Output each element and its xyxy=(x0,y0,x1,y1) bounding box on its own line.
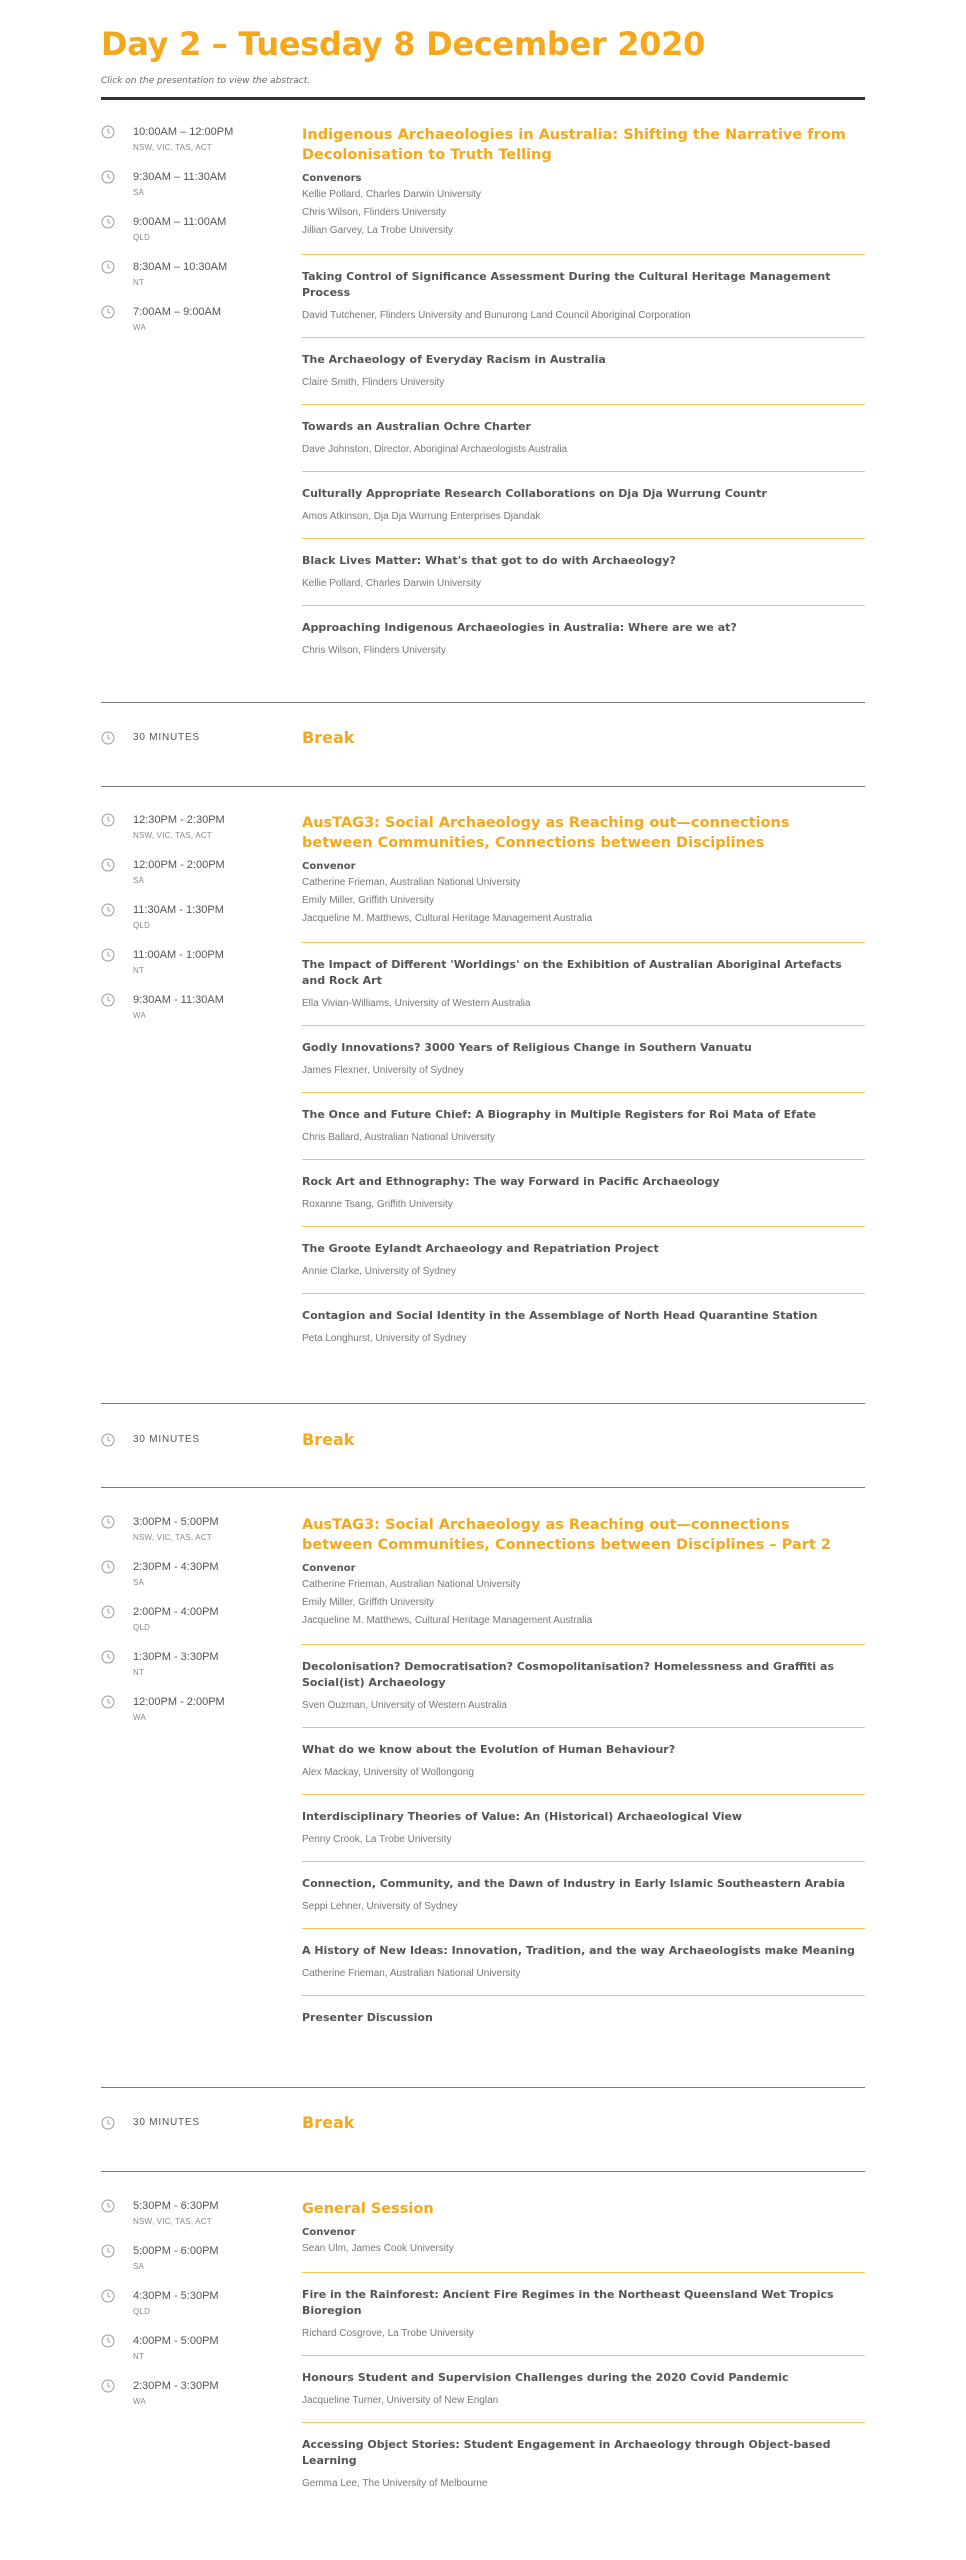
time-range: 4:30PM - 5:30PM xyxy=(133,2290,219,2302)
presentation-entry[interactable] xyxy=(302,1727,865,1794)
presentation-entry[interactable] xyxy=(302,538,865,605)
time-region: WA xyxy=(133,1011,146,1020)
clock-icon xyxy=(101,858,115,872)
time-range: 1:30PM - 3:30PM xyxy=(133,1651,219,1663)
time-range: 7:00AM – 9:00AM xyxy=(133,306,222,318)
time-range: 10:00AM – 12:00PM xyxy=(133,126,234,138)
session-title-link[interactable]: Indigenous Archaeologies in Australia: Shifting the Narrative from Decolonisation to Truth Telling xyxy=(302,127,846,163)
convenor-heading: Convenor xyxy=(302,861,356,872)
presentation-entry[interactable] xyxy=(302,1293,865,1360)
time-range: 12:30PM - 2:30PM xyxy=(133,814,225,826)
clock-icon xyxy=(101,125,115,139)
presentation-entry[interactable] xyxy=(302,1092,865,1159)
section-divider xyxy=(101,2171,865,2172)
time-range: 2:00PM - 4:00PM xyxy=(133,1606,219,1618)
session-title-link[interactable]: General Session xyxy=(302,2201,434,2217)
time-range: 9:00AM – 11:00AM xyxy=(133,216,227,228)
presentation-title-link[interactable]: Black Lives Matter: What's that got to do with Archaeology? xyxy=(302,554,676,567)
break-duration: 30 MINUTES xyxy=(133,1434,200,1445)
presentation-author: Gemma Lee, The University of Melbourne xyxy=(302,2478,488,2489)
convenor-name: Catherine Frieman, Australian National University xyxy=(302,1579,521,1590)
presentation-author: James Flexner, University of Sydney xyxy=(302,1065,464,1076)
presentation-entry[interactable] xyxy=(302,2272,865,2355)
clock-icon xyxy=(101,2244,115,2258)
break-row xyxy=(101,1430,865,1454)
time-region: WA xyxy=(133,1713,146,1722)
time-slot xyxy=(101,1650,291,1695)
convenor-name: Jillian Garvey, La Trobe University xyxy=(302,225,453,236)
break-duration: 30 MINUTES xyxy=(133,2117,200,2128)
presentation-entry[interactable] xyxy=(302,1226,865,1293)
presentation-title-link[interactable]: The Archaeology of Everyday Racism in Australia xyxy=(302,353,606,366)
convenor-name: Emily Miller, Griffith University xyxy=(302,1597,435,1608)
time-slot xyxy=(101,215,291,260)
presentation-title-link[interactable]: Interdisciplinary Theories of Value: An (Historical) Archaeological View xyxy=(302,1810,743,1823)
presentation-entry[interactable] xyxy=(302,471,865,538)
presentation-author: Alex Mackay, University of Wollongong xyxy=(302,1767,474,1778)
section-divider xyxy=(101,1403,865,1404)
time-slot xyxy=(101,1560,291,1605)
time-range: 5:30PM - 6:30PM xyxy=(133,2200,219,2212)
presentation-entry[interactable] xyxy=(302,404,865,471)
presentation-author: David Tutchener, Flinders University and Bunurong Land Council Aboriginal Corporation xyxy=(302,310,691,321)
presentation-author: Penny Crook, La Trobe University xyxy=(302,1834,452,1845)
time-region: NT xyxy=(133,2352,145,2361)
time-region: NSW, VIC, TAS, ACT xyxy=(133,831,212,840)
clock-icon xyxy=(101,2334,115,2348)
presentation-author: Roxanne Tsang, Griffith University xyxy=(302,1199,453,1210)
convenor-heading: Convenors xyxy=(302,173,362,184)
presentation-title-link[interactable]: A History of New Ideas: Innovation, Tradition, and the way Archaeologists make Meaning xyxy=(302,1944,855,1957)
presentation-author: Chris Ballard, Australian National University xyxy=(302,1132,495,1143)
convenor-name: Chris Wilson, Flinders University xyxy=(302,207,446,218)
presentation-title-link[interactable]: Fire in the Rainforest: Ancient Fire Regimes in the Northeast Queensland Wet Tropics Bioregion xyxy=(302,2288,834,2317)
session-title-link[interactable]: AusTAG3: Social Archaeology as Reaching out—connections between Communities, Connections between Disciplines – Part 2 xyxy=(302,1517,831,1553)
time-slot xyxy=(101,1695,291,1740)
convenor-heading: Convenor xyxy=(302,1563,356,1574)
time-region: SA xyxy=(133,2262,145,2271)
time-region: NSW, VIC, TAS, ACT xyxy=(133,143,212,152)
convenor-name: Emily Miller, Griffith University xyxy=(302,895,435,906)
presentation-author: Peta Longhurst, University of Sydney xyxy=(302,1333,467,1344)
presentation-entry[interactable] xyxy=(302,605,865,672)
presentation-entry[interactable] xyxy=(302,2355,865,2422)
break-label: Break xyxy=(302,2113,355,2132)
time-slot xyxy=(101,2244,291,2289)
clock-icon xyxy=(101,1605,115,1619)
presentation-author: Claire Smith, Flinders University xyxy=(302,377,445,388)
clock-icon xyxy=(101,1695,115,1709)
time-range: 3:00PM - 5:00PM xyxy=(133,1516,219,1528)
time-slot xyxy=(101,2334,291,2379)
break-label: Break xyxy=(302,728,355,747)
presentation-title-link[interactable]: Rock Art and Ethnography: The way Forward in Pacific Archaeology xyxy=(302,1175,720,1188)
clock-icon xyxy=(101,215,115,229)
time-region: SA xyxy=(133,876,145,885)
clock-icon xyxy=(101,2199,115,2213)
presentation-title-link[interactable]: Taking Control of Significance Assessment During the Cultural Heritage Management Process xyxy=(302,270,831,299)
time-region: NT xyxy=(133,966,145,975)
presentation-author: Ella Vivian-Williams, University of Western Australia xyxy=(302,998,531,1009)
time-region: SA xyxy=(133,188,145,197)
time-region: NT xyxy=(133,278,145,287)
time-region: QLD xyxy=(133,233,151,242)
presentation-entry[interactable] xyxy=(302,1025,865,1092)
clock-icon xyxy=(101,2116,115,2130)
break-duration: 30 MINUTES xyxy=(133,732,200,743)
time-slot xyxy=(101,2379,291,2424)
presentation-title-link[interactable]: Accessing Object Stories: Student Engagement in Archaeology through Object-based Learning xyxy=(302,2438,831,2467)
time-slot xyxy=(101,125,291,170)
clock-icon xyxy=(101,260,115,274)
convenor-name: Kellie Pollard, Charles Darwin University xyxy=(302,189,481,200)
presentation-author: Sven Ouzman, University of Western Australia xyxy=(302,1700,507,1711)
time-slot xyxy=(101,1515,291,1560)
time-range: 9:30AM – 11:30AM xyxy=(133,171,227,183)
presentation-entry[interactable] xyxy=(302,942,865,1025)
time-range: 5:00PM - 6:00PM xyxy=(133,2245,219,2257)
presentation-title-link[interactable]: Connection, Community, and the Dawn of Industry in Early Islamic Southeastern Arabia xyxy=(302,1877,846,1890)
title-divider xyxy=(101,97,865,100)
presentation-entry[interactable] xyxy=(302,1861,865,1928)
section-divider xyxy=(101,2087,865,2088)
presentation-title-link[interactable]: Towards an Australian Ochre Charter xyxy=(302,420,531,433)
clock-icon xyxy=(101,903,115,917)
presentation-author: Richard Cosgrove, La Trobe University xyxy=(302,2328,474,2339)
presentation-entry[interactable] xyxy=(302,337,865,404)
presentation-author: Dave Johnston, Director, Aboriginal Archaeologists Australia xyxy=(302,444,568,455)
presentation-entry[interactable] xyxy=(302,1159,865,1226)
convenor-heading: Convenor xyxy=(302,2227,356,2238)
page-subtitle: Click on the presentation to view the abstract. xyxy=(101,76,311,86)
time-slot xyxy=(101,260,291,305)
time-region: NT xyxy=(133,1668,145,1677)
time-range: 12:00PM - 2:00PM xyxy=(133,859,225,871)
presentation-author: Catherine Frieman, Australian National University xyxy=(302,1968,521,1979)
break-row xyxy=(101,2113,865,2137)
time-slot xyxy=(101,305,291,350)
time-region: QLD xyxy=(133,1623,151,1632)
presentation-title-link[interactable]: Culturally Appropriate Research Collaborations on Dja Dja Wurrung Countr xyxy=(302,487,767,500)
clock-icon xyxy=(101,2289,115,2303)
presentation-title-link[interactable]: Approaching Indigenous Archaeologies in Australia: Where are we at? xyxy=(302,621,737,634)
presentation-title-link[interactable]: Honours Student and Supervision Challenges during the 2020 Covid Pandemic xyxy=(302,2371,789,2384)
time-range: 12:00PM - 2:00PM xyxy=(133,1696,225,1708)
presentation-title-link[interactable]: What do we know about the Evolution of Human Behaviour? xyxy=(302,1743,676,1756)
page-title: Day 2 – Tuesday 8 December 2020 xyxy=(101,25,706,63)
time-slot xyxy=(101,170,291,215)
time-range: 8:30AM – 10:30AM xyxy=(133,261,228,273)
presentation-entry[interactable] xyxy=(302,1995,865,2046)
clock-icon xyxy=(101,948,115,962)
presentation-title-link[interactable]: Decolonisation? Democratisation? Cosmopolitanisation? Homelessness and Graffiti as Social(ist) Archaeology xyxy=(302,1660,835,1689)
section-divider xyxy=(101,1487,865,1488)
presentation-title-link[interactable]: Contagion and Social Identity in the Assemblage of North Head Quarantine Station xyxy=(302,1309,818,1322)
clock-icon xyxy=(101,1650,115,1664)
time-region: QLD xyxy=(133,2307,151,2316)
time-range: 11:30AM - 1:30PM xyxy=(133,904,224,916)
session-title-link[interactable]: AusTAG3: Social Archaeology as Reaching out—connections between Communities, Connections between Disciplines xyxy=(302,815,790,851)
time-range: 2:30PM - 3:30PM xyxy=(133,2380,219,2392)
presentation-author: Amos Atkinson, Dja Dja Wurrung Enterprises Djandak xyxy=(302,511,541,522)
time-region: WA xyxy=(133,2397,146,2406)
convenor-name: Catherine Frieman, Australian National University xyxy=(302,877,521,888)
clock-icon xyxy=(101,305,115,319)
presentation-entry[interactable] xyxy=(302,1794,865,1861)
clock-icon xyxy=(101,1560,115,1574)
clock-icon xyxy=(101,813,115,827)
presentation-entry[interactable] xyxy=(302,254,865,337)
presentation-title-link[interactable]: The Impact of Different 'Worldings' on the Exhibition of Australian Aboriginal Artefacts and Rock Art xyxy=(302,958,842,987)
time-slot xyxy=(101,993,291,1038)
time-slot xyxy=(101,948,291,993)
time-region: NSW, VIC, TAS, ACT xyxy=(133,2217,212,2226)
presentation-title-link[interactable]: Godly Innovations? 3000 Years of Religious Change in Southern Vanuatu xyxy=(302,1041,752,1054)
time-slot xyxy=(101,858,291,903)
time-slot xyxy=(101,2289,291,2334)
time-region: QLD xyxy=(133,921,151,930)
break-label: Break xyxy=(302,1430,355,1449)
convenor-name: Jacqueline M. Matthews, Cultural Heritage Management Australia xyxy=(302,1615,593,1626)
clock-icon xyxy=(101,731,115,745)
clock-icon xyxy=(101,170,115,184)
time-region: NSW, VIC, TAS, ACT xyxy=(133,1533,212,1542)
presentation-title-link[interactable]: The Groote Eylandt Archaeology and Repatriation Project xyxy=(302,1242,659,1255)
time-region: SA xyxy=(133,1578,145,1587)
clock-icon xyxy=(101,2379,115,2393)
time-slot xyxy=(101,1605,291,1650)
convenor-name: Sean Ulm, James Cook University xyxy=(302,2243,454,2254)
clock-icon xyxy=(101,993,115,1007)
time-slot xyxy=(101,813,291,858)
section-divider xyxy=(101,702,865,703)
presentation-author: Chris Wilson, Flinders University xyxy=(302,645,446,656)
time-range: 2:30PM - 4:30PM xyxy=(133,1561,219,1573)
time-region: WA xyxy=(133,323,146,332)
time-range: 4:00PM - 5:00PM xyxy=(133,2335,219,2347)
time-slot xyxy=(101,903,291,948)
time-range: 11:00AM - 1:00PM xyxy=(133,949,224,961)
clock-icon xyxy=(101,1433,115,1447)
presentation-title-link[interactable]: The Once and Future Chief: A Biography in Multiple Registers for Roi Mata of Efate xyxy=(302,1108,817,1121)
time-slot xyxy=(101,2199,291,2244)
time-range: 9:30AM - 11:30AM xyxy=(133,994,224,1006)
presentation-entry[interactable] xyxy=(302,1928,865,1995)
presentation-author: Kellie Pollard, Charles Darwin University xyxy=(302,578,481,589)
presentation-title-link[interactable]: Presenter Discussion xyxy=(302,2011,433,2024)
presentation-author: Seppi Lehner, University of Sydney xyxy=(302,1901,458,1912)
clock-icon xyxy=(101,1515,115,1529)
break-row xyxy=(101,728,865,752)
presentation-author: Annie Clarke, University of Sydney xyxy=(302,1266,456,1277)
presentation-entry[interactable] xyxy=(302,1644,865,1727)
convenor-name: Jacqueline M. Matthews, Cultural Heritage Management Australia xyxy=(302,913,593,924)
section-divider xyxy=(101,786,865,787)
presentation-author: Jacqueline Turner, University of New Englan xyxy=(302,2395,499,2406)
presentation-entry[interactable] xyxy=(302,2422,865,2505)
